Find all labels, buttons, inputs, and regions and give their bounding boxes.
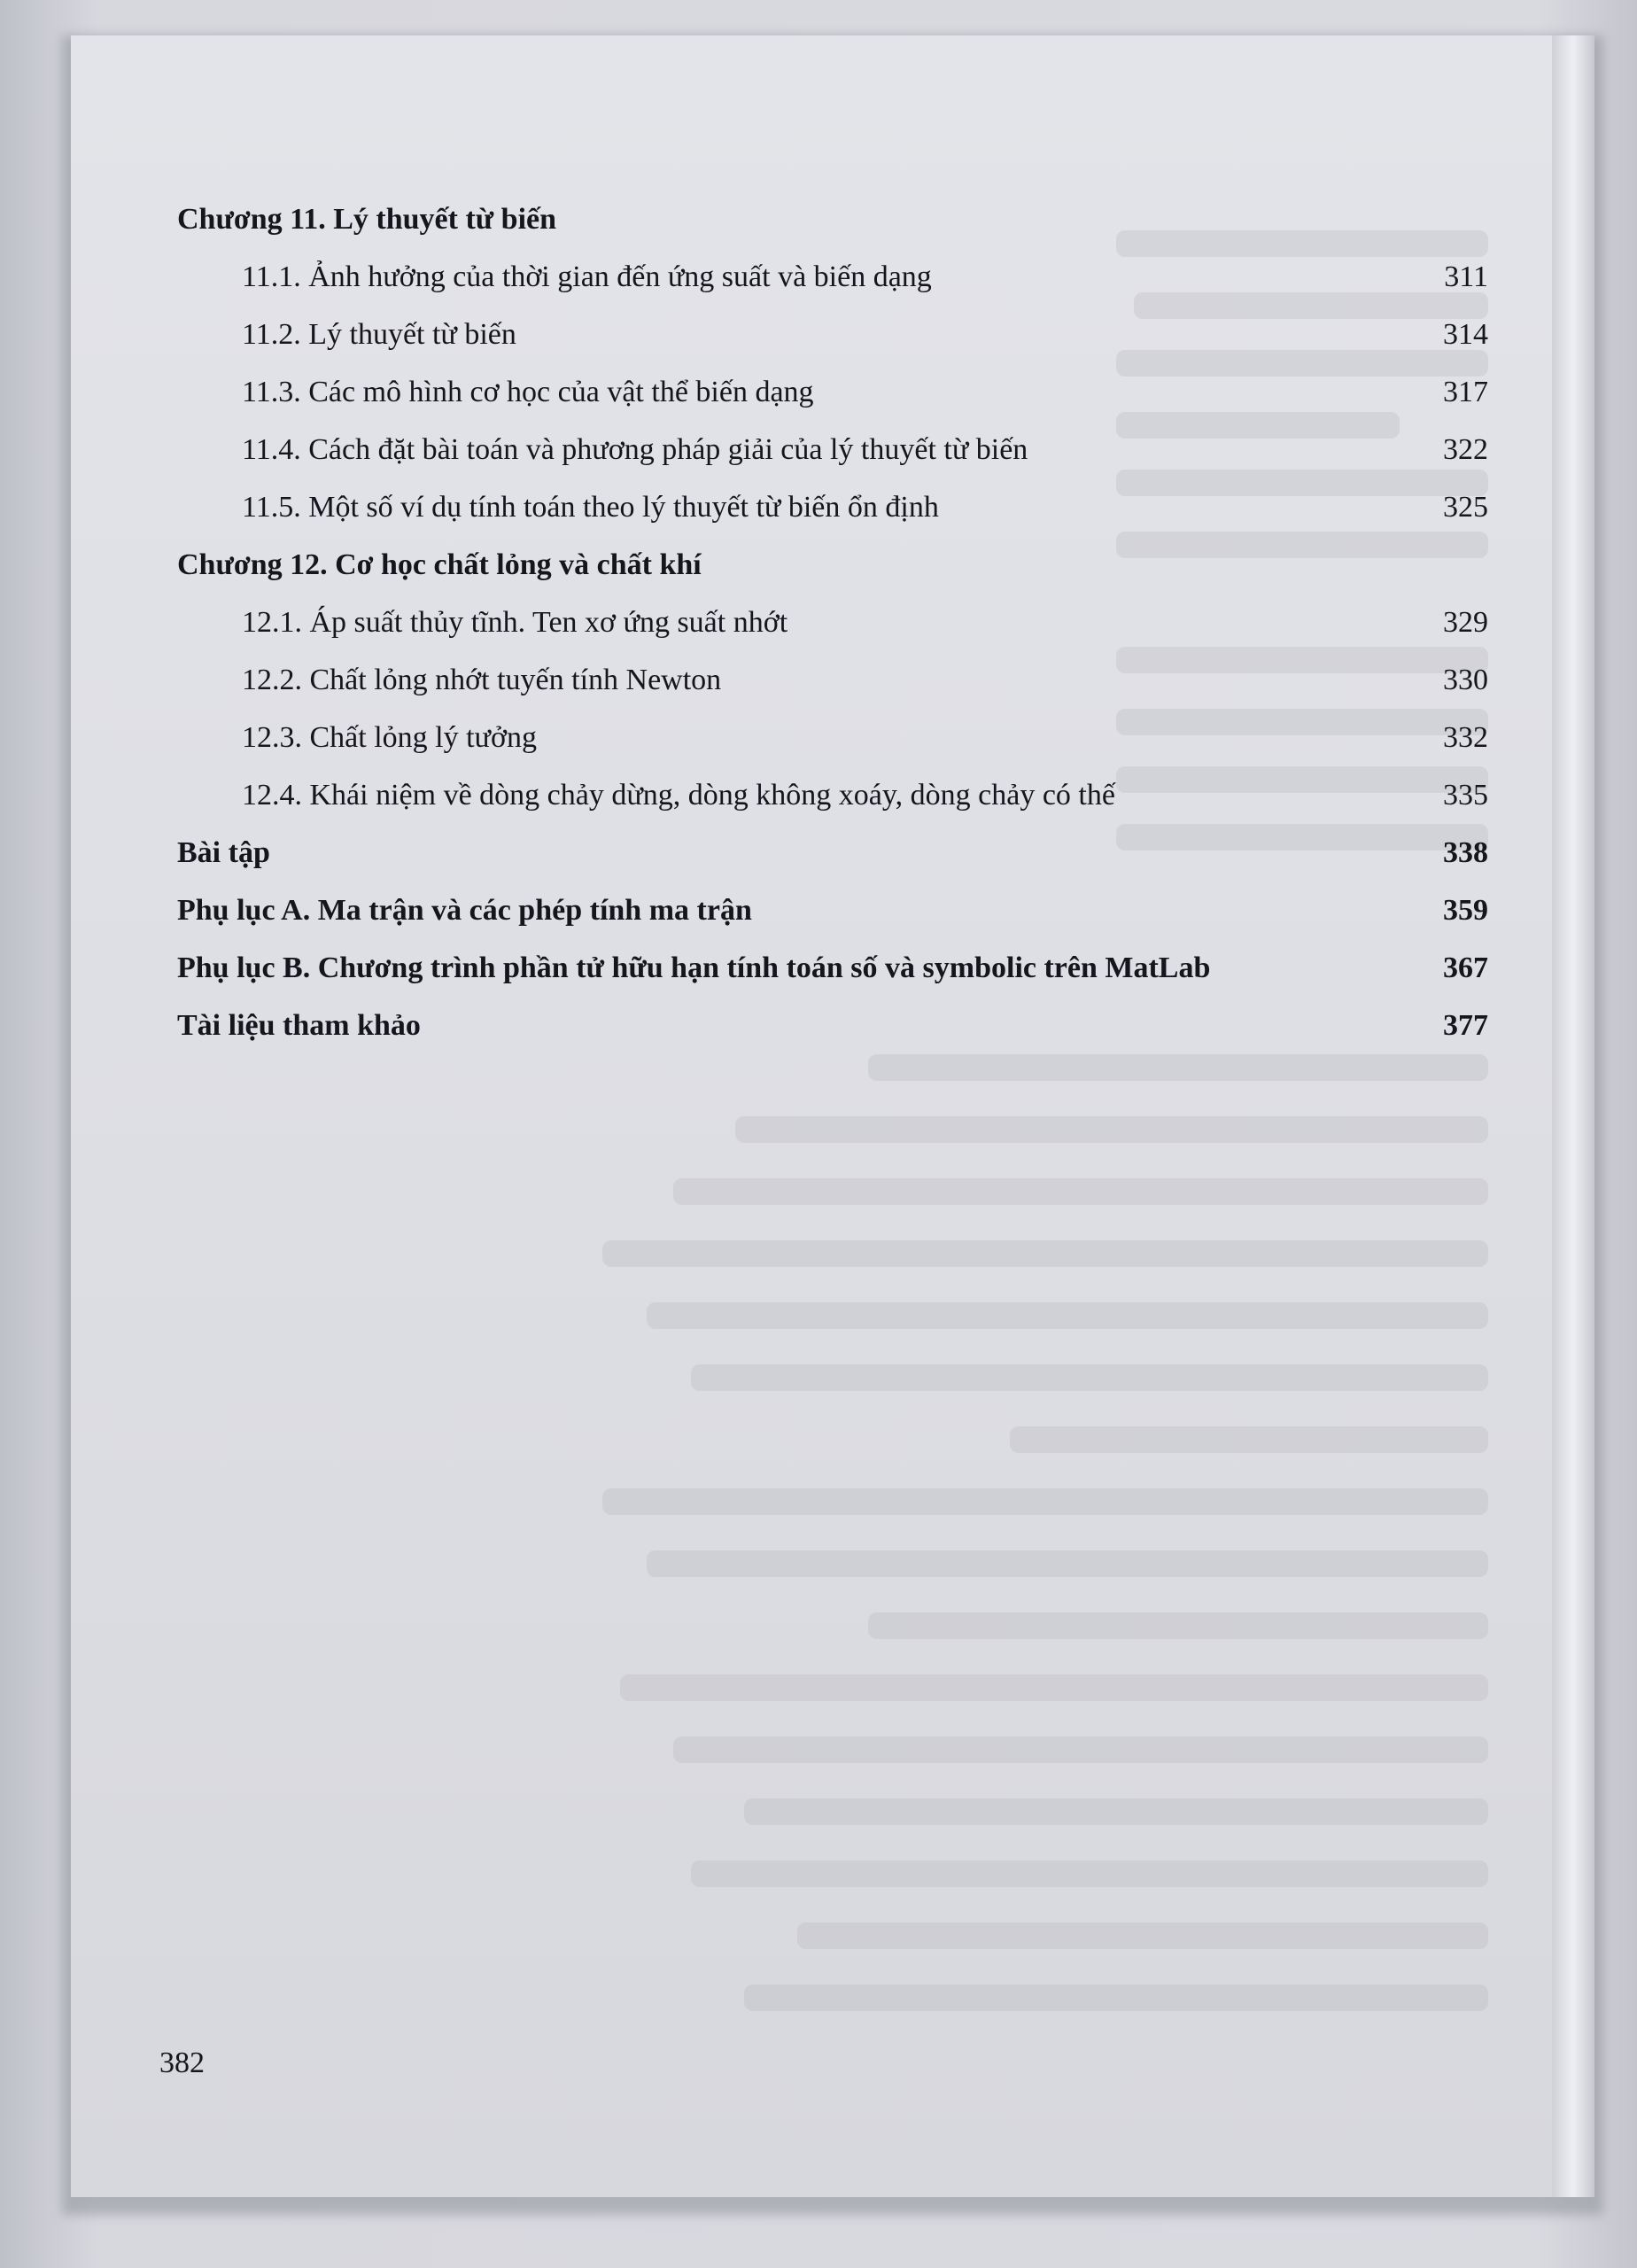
toc-entry-title: Bài tập [177,836,270,869]
toc-chapter-row [177,882,1488,939]
toc-entry-title: 12.3. Chất lỏng lý tưởng [242,721,537,754]
toc-page-number: 317 [1443,376,1488,408]
toc-section-row [177,421,1488,478]
toc-chapter-row [177,939,1488,997]
toc-chapter-row [177,536,1488,594]
toc-section-row [177,363,1488,421]
toc-section-row [177,709,1488,766]
toc-section-row [177,651,1488,709]
toc-page-number: 311 [1444,260,1488,293]
toc-section-row [177,594,1488,651]
toc-page-number: 330 [1443,664,1488,696]
toc-entry-title: 11.1. Ảnh hưởng của thời gian đến ứng suất và biến dạng [242,260,932,293]
toc-entry-title: Phụ lục B. Chương trình phần tử hữu hạn tính toán số và symbolic trên MatLab [177,951,1211,984]
toc-entry-title: 12.2. Chất lỏng nhớt tuyến tính Newton [242,664,722,696]
toc-page-number: 332 [1443,721,1488,754]
toc-section-row [177,766,1488,824]
toc-page-number: 338 [1443,836,1488,869]
toc-entry-title: 11.4. Cách đặt bài toán và phương pháp giải của lý thuyết từ biến [242,433,1028,466]
toc-entry-title: 12.4. Khái niệm về dòng chảy dừng, dòng không xoáy, dòng chảy có thế [242,779,1115,812]
toc-entry-title: 11.2. Lý thuyết từ biến [242,318,516,351]
toc-section-row [177,478,1488,536]
toc-entry-title: Chương 12. Cơ học chất lỏng và chất khí [177,548,702,581]
toc-chapter-row [177,824,1488,882]
table-of-contents [177,190,1488,1054]
toc-entry-title: 11.3. Các mô hình cơ học của vật thể biến dạng [242,376,814,408]
toc-entry-title: 11.5. Một số ví dụ tính toán theo lý thuyết từ biến ổn định [242,491,939,524]
toc-page-number: 335 [1443,779,1488,812]
toc-page-number: 329 [1443,606,1488,639]
toc-page-number: 325 [1443,491,1488,524]
toc-page-number: 367 [1443,951,1488,984]
toc-page-number: 359 [1443,894,1488,927]
toc-chapter-row [177,997,1488,1054]
toc-section-row [177,248,1488,306]
toc-entry-title: 12.1. Áp suất thủy tĩnh. Ten xơ ứng suất nhớt [242,606,788,639]
toc-entry-title: Chương 11. Lý thuyết từ biến [177,203,557,236]
toc-page-number: 314 [1443,318,1488,351]
page-number: 382 [159,2047,205,2079]
toc-page-number: 322 [1443,433,1488,466]
toc-page-number: 377 [1443,1009,1488,1042]
toc-chapter-row [177,190,1488,248]
toc-entry-title: Tài liệu tham khảo [177,1009,421,1042]
toc-entry-title: Phụ lục A. Ma trận và các phép tính ma trận [177,894,752,927]
toc-section-row [177,306,1488,363]
